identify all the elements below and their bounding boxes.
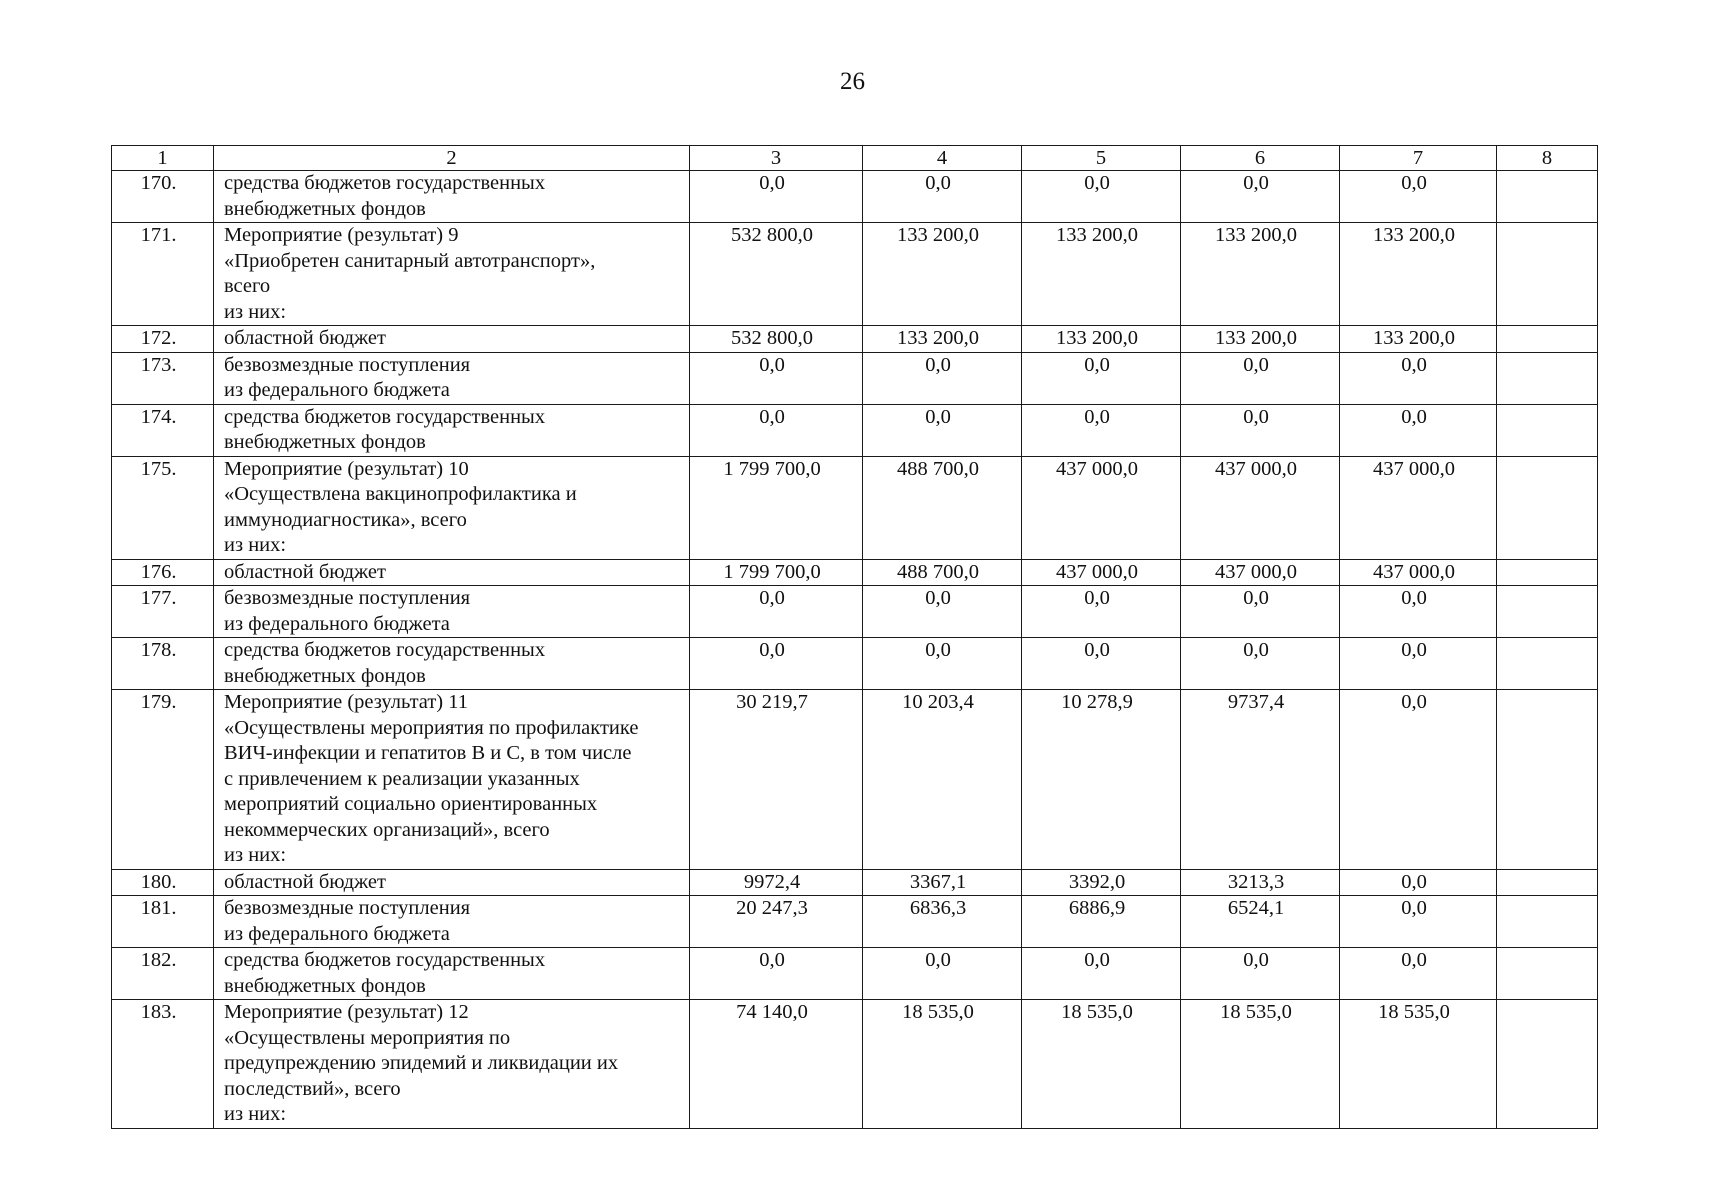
value-col-6: 0,0 xyxy=(1181,171,1340,223)
table-row xyxy=(112,559,1598,586)
value-col-6: 437 000,0 xyxy=(1181,559,1340,586)
value-col-7: 0,0 xyxy=(1340,586,1497,638)
value-col-5: 437 000,0 xyxy=(1022,559,1181,586)
value-col-4: 0,0 xyxy=(863,638,1022,690)
value-col-6: 0,0 xyxy=(1181,638,1340,690)
value-col-8 xyxy=(1497,456,1598,559)
value-col-5: 133 200,0 xyxy=(1022,223,1181,326)
value-col-8 xyxy=(1497,896,1598,948)
value-col-3: 9972,4 xyxy=(690,869,863,896)
row-number: 177. xyxy=(112,586,214,638)
value-col-7: 0,0 xyxy=(1340,352,1497,404)
value-col-7: 0,0 xyxy=(1340,690,1497,870)
column-header: 8 xyxy=(1497,146,1598,171)
value-col-8 xyxy=(1497,171,1598,223)
value-col-7: 0,0 xyxy=(1340,171,1497,223)
description-line: с привлечением к реализации указанных xyxy=(224,767,580,790)
value-col-3: 532 800,0 xyxy=(690,223,863,326)
description-line: «Осуществлена вакцинопрофилактика и xyxy=(224,483,577,505)
value-col-8 xyxy=(1497,352,1598,404)
value-col-7: 133 200,0 xyxy=(1340,326,1497,353)
description-line: безвозмездные поступления xyxy=(224,897,471,919)
value-col-8 xyxy=(1497,559,1598,586)
row-description xyxy=(214,948,690,1000)
description-line: Мероприятие (результат) 12 xyxy=(224,1001,469,1023)
value-col-5: 3392,0 xyxy=(1022,869,1181,896)
description-line: безвозмездные поступления xyxy=(224,587,471,609)
description-line: из них: xyxy=(224,844,287,866)
table-row xyxy=(112,869,1598,896)
row-description xyxy=(214,456,690,559)
value-col-7: 437 000,0 xyxy=(1340,559,1497,586)
row-description xyxy=(214,869,690,896)
value-col-3: 20 247,3 xyxy=(690,896,863,948)
row-number: 171. xyxy=(112,223,214,326)
column-header: 5 xyxy=(1022,146,1181,171)
table-row xyxy=(112,456,1598,559)
value-col-5: 0,0 xyxy=(1022,948,1181,1000)
value-col-5: 0,0 xyxy=(1022,586,1181,638)
description-line: из федерального бюджета xyxy=(224,612,450,635)
value-col-7: 18 535,0 xyxy=(1340,1000,1497,1129)
description-line: средства бюджетов государственных xyxy=(224,405,546,428)
value-col-7: 0,0 xyxy=(1340,404,1497,456)
row-number: 178. xyxy=(112,638,214,690)
description-line: предупреждению эпидемий и ликвидации их xyxy=(224,1052,619,1074)
value-col-4: 133 200,0 xyxy=(863,223,1022,326)
row-number: 180. xyxy=(112,869,214,896)
budget-table xyxy=(111,145,1598,1129)
description-line: внебюджетных фондов xyxy=(224,664,426,687)
value-col-6: 3213,3 xyxy=(1181,869,1340,896)
description-line: из федерального бюджета xyxy=(224,922,450,945)
value-col-4: 488 700,0 xyxy=(863,559,1022,586)
description-line: внебюджетных фондов xyxy=(224,974,426,997)
value-col-4: 0,0 xyxy=(863,171,1022,223)
value-col-3: 74 140,0 xyxy=(690,1000,863,1129)
value-col-5: 18 535,0 xyxy=(1022,1000,1181,1129)
description-line: средства бюджетов государственных xyxy=(224,949,546,971)
row-number: 173. xyxy=(112,352,214,404)
row-number: 172. xyxy=(112,326,214,353)
value-col-3: 0,0 xyxy=(690,404,863,456)
value-col-6: 18 535,0 xyxy=(1181,1000,1340,1129)
table-row xyxy=(112,586,1598,638)
row-description xyxy=(214,404,690,456)
description-line: из федерального бюджета xyxy=(224,379,450,401)
row-number: 174. xyxy=(112,404,214,456)
value-col-3: 0,0 xyxy=(690,948,863,1000)
row-description xyxy=(214,1000,690,1129)
value-col-5: 6886,9 xyxy=(1022,896,1181,948)
value-col-7: 0,0 xyxy=(1340,948,1497,1000)
value-col-8 xyxy=(1497,326,1598,353)
value-col-5: 437 000,0 xyxy=(1022,456,1181,559)
table-row xyxy=(112,638,1598,690)
description-line: мероприятий социально ориентированных xyxy=(224,793,598,815)
value-col-7: 437 000,0 xyxy=(1340,456,1497,559)
value-col-3: 30 219,7 xyxy=(690,690,863,870)
column-number-header-row xyxy=(112,146,1598,171)
description-line: безвозмездные поступления xyxy=(224,353,471,376)
value-col-7: 133 200,0 xyxy=(1340,223,1497,326)
value-col-8 xyxy=(1497,690,1598,870)
value-col-4: 488 700,0 xyxy=(863,456,1022,559)
description-line: внебюджетных фондов xyxy=(224,197,426,220)
row-number: 182. xyxy=(112,948,214,1000)
value-col-8 xyxy=(1497,638,1598,690)
value-col-4: 0,0 xyxy=(863,586,1022,638)
value-col-8 xyxy=(1497,948,1598,1000)
value-col-3: 0,0 xyxy=(690,171,863,223)
value-col-8 xyxy=(1497,404,1598,456)
description-line: внебюджетных фондов xyxy=(224,431,426,453)
value-col-4: 10 203,4 xyxy=(863,690,1022,870)
row-number: 181. xyxy=(112,896,214,948)
value-col-5: 0,0 xyxy=(1022,638,1181,690)
row-description xyxy=(214,896,690,948)
value-col-4: 3367,1 xyxy=(863,869,1022,896)
table-row xyxy=(112,404,1598,456)
description-line: областной бюджет xyxy=(224,870,386,893)
description-line: «Приобретен санитарный автотранспорт», xyxy=(224,249,596,272)
column-header: 3 xyxy=(690,146,863,171)
value-col-3: 1 799 700,0 xyxy=(690,559,863,586)
value-col-8 xyxy=(1497,223,1598,326)
value-col-4: 0,0 xyxy=(863,404,1022,456)
description-line: «Осуществлены мероприятия по xyxy=(224,1026,511,1049)
value-col-7: 0,0 xyxy=(1340,896,1497,948)
value-col-3: 1 799 700,0 xyxy=(690,456,863,559)
value-col-8 xyxy=(1497,869,1598,896)
description-line: из них: xyxy=(224,300,287,323)
value-col-7: 0,0 xyxy=(1340,869,1497,896)
row-description xyxy=(214,352,690,404)
row-description xyxy=(214,559,690,586)
table-row xyxy=(112,948,1598,1000)
value-col-5: 0,0 xyxy=(1022,171,1181,223)
value-col-6: 133 200,0 xyxy=(1181,326,1340,353)
value-col-4: 0,0 xyxy=(863,352,1022,404)
table-row xyxy=(112,896,1598,948)
value-col-4: 6836,3 xyxy=(863,896,1022,948)
description-line: Мероприятие (результат) 9 xyxy=(224,224,459,246)
row-number: 183. xyxy=(112,1000,214,1129)
description-line: средства бюджетов государственных xyxy=(224,639,546,661)
value-col-6: 437 000,0 xyxy=(1181,456,1340,559)
row-number: 179. xyxy=(112,690,214,870)
row-number: 176. xyxy=(112,559,214,586)
value-col-8 xyxy=(1497,1000,1598,1129)
table-row xyxy=(112,1000,1598,1129)
value-col-5: 0,0 xyxy=(1022,404,1181,456)
value-col-5: 133 200,0 xyxy=(1022,326,1181,353)
column-header: 6 xyxy=(1181,146,1340,171)
description-line: областной бюджет xyxy=(224,327,386,349)
column-header: 1 xyxy=(112,146,214,171)
value-col-5: 10 278,9 xyxy=(1022,690,1181,870)
value-col-5: 0,0 xyxy=(1022,352,1181,404)
description-line: из них: xyxy=(224,534,287,556)
table-row xyxy=(112,690,1598,870)
value-col-3: 0,0 xyxy=(690,352,863,404)
value-col-6: 0,0 xyxy=(1181,948,1340,1000)
table-row xyxy=(112,223,1598,326)
description-line: Мероприятие (результат) 10 xyxy=(224,457,469,480)
description-line: ВИЧ-инфекции и гепатитов В и С, в том числе xyxy=(224,742,632,764)
table-body xyxy=(112,146,1598,1129)
value-col-6: 0,0 xyxy=(1181,404,1340,456)
value-col-6: 0,0 xyxy=(1181,352,1340,404)
row-description xyxy=(214,586,690,638)
row-description xyxy=(214,223,690,326)
row-description xyxy=(214,638,690,690)
description-line: всего xyxy=(224,275,271,297)
page-number: 26 xyxy=(840,68,865,95)
column-header: 4 xyxy=(863,146,1022,171)
description-line: из них: xyxy=(224,1103,287,1125)
column-header: 7 xyxy=(1340,146,1497,171)
column-header: 2 xyxy=(214,146,690,171)
value-col-4: 0,0 xyxy=(863,948,1022,1000)
description-line: последствий», всего xyxy=(224,1077,401,1100)
value-col-3: 0,0 xyxy=(690,638,863,690)
value-col-3: 0,0 xyxy=(690,586,863,638)
description-line: «Осуществлены мероприятия по профилактике xyxy=(224,716,639,739)
table-row xyxy=(112,171,1598,223)
row-description xyxy=(214,171,690,223)
description-line: иммунодиагностика», всего xyxy=(224,508,467,531)
value-col-6: 9737,4 xyxy=(1181,690,1340,870)
table-row xyxy=(112,352,1598,404)
value-col-6: 0,0 xyxy=(1181,586,1340,638)
value-col-8 xyxy=(1497,586,1598,638)
value-col-4: 133 200,0 xyxy=(863,326,1022,353)
value-col-3: 532 800,0 xyxy=(690,326,863,353)
value-col-4: 18 535,0 xyxy=(863,1000,1022,1129)
table-row xyxy=(112,326,1598,353)
row-description xyxy=(214,326,690,353)
description-line: областной бюджет xyxy=(224,560,386,583)
row-number: 175. xyxy=(112,456,214,559)
row-description xyxy=(214,690,690,870)
description-line: Мероприятие (результат) 11 xyxy=(224,691,468,713)
value-col-6: 133 200,0 xyxy=(1181,223,1340,326)
value-col-6: 6524,1 xyxy=(1181,896,1340,948)
row-number: 170. xyxy=(112,171,214,223)
value-col-7: 0,0 xyxy=(1340,638,1497,690)
description-line: некоммерческих организаций», всего xyxy=(224,818,550,841)
description-line: средства бюджетов государственных xyxy=(224,172,546,194)
